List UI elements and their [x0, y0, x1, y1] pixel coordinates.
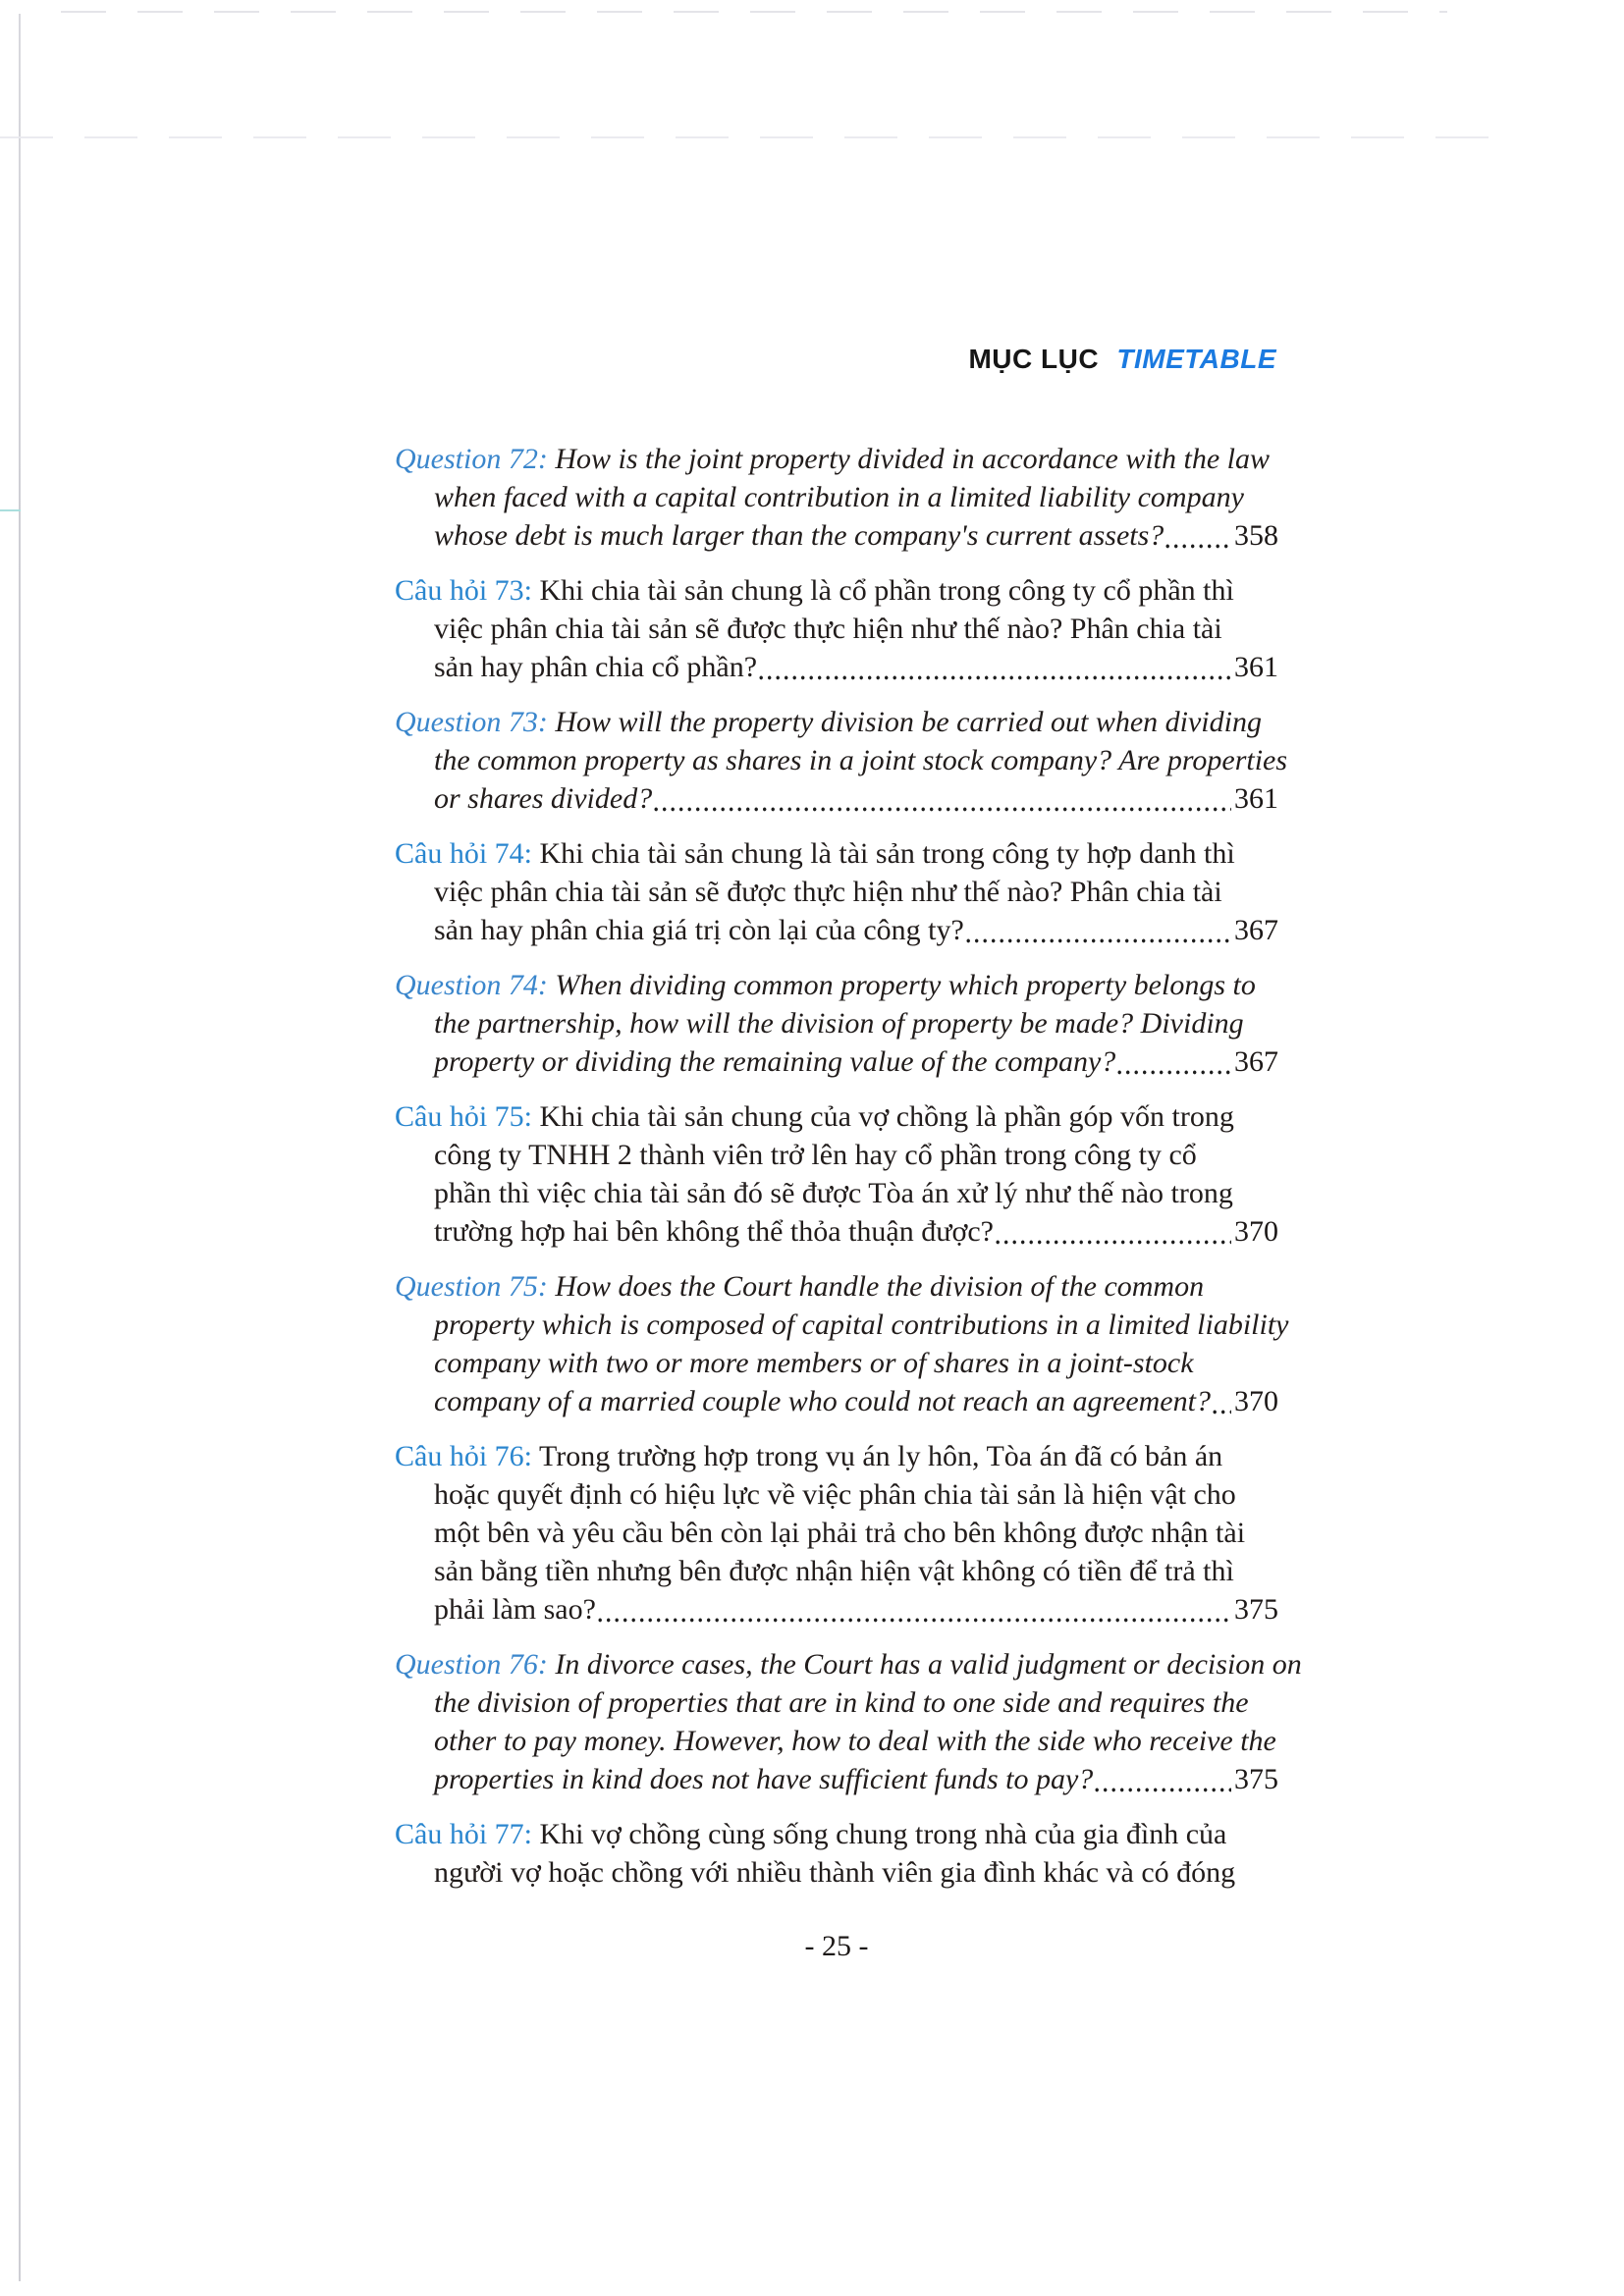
toc-entry-label: Câu hỏi 73: — [395, 574, 540, 607]
toc-line — [395, 779, 1278, 818]
toc-entry-label: Câu hỏi 76: — [395, 1440, 539, 1472]
toc-line-text: when faced with a capital contribution in a limited liability company — [434, 481, 1244, 513]
page-content — [395, 0, 1302, 2296]
toc-line-text: Khi chia tài sản chung là tài sản trong công ty hợp danh thì — [539, 837, 1235, 870]
toc-entry — [395, 1645, 1302, 1798]
toc-entry-page: 358 — [1234, 519, 1278, 552]
toc-line-text: phần thì việc chia tài sản đó sẽ được Tòa án xử lý như thế nào trong — [434, 1177, 1233, 1209]
toc-line-text: property or dividing the remaining value of the company? — [434, 1045, 1116, 1078]
toc-line — [395, 1722, 1278, 1760]
toc-line-text: Khi vợ chồng cùng sống chung trong nhà của gia đình của — [539, 1818, 1227, 1850]
toc-line-text: việc phân chia tài sản sẽ được thực hiện như thế nào? Phân chia tài — [434, 613, 1222, 645]
toc-line-text: other to pay money. However, how to deal with the side who receive the — [434, 1725, 1276, 1757]
toc-line — [395, 741, 1288, 779]
toc-line — [395, 966, 1278, 1004]
toc-entry — [395, 1815, 1278, 1892]
toc-line — [395, 1042, 1278, 1081]
toc-line — [395, 571, 1278, 610]
dotted-leader — [654, 779, 1231, 818]
dotted-leader — [1117, 1042, 1231, 1081]
toc-entry — [395, 966, 1278, 1081]
toc-line-text: sản hay phân chia cổ phần? — [434, 651, 758, 683]
toc-line-text: company with two or more members or of shares in a joint-stock — [434, 1347, 1194, 1379]
toc-line-text: How does the Court handle the division of the common — [555, 1270, 1205, 1303]
toc-line-text: When dividing common property which property belongs to — [555, 969, 1256, 1001]
toc-line — [395, 1212, 1278, 1251]
toc-entry-page: 375 — [1234, 1763, 1278, 1795]
toc-line-text: việc phân chia tài sản sẽ được thực hiện như thế nào? Phân chia tài — [434, 876, 1222, 908]
header-title-english: TIMETABLE — [1116, 344, 1276, 374]
toc-entry — [395, 440, 1278, 555]
toc-entry — [395, 1267, 1289, 1420]
toc-line — [395, 1267, 1278, 1306]
toc-line — [395, 478, 1278, 516]
toc-entry-page: 375 — [1234, 1593, 1278, 1626]
dotted-leader — [1095, 1760, 1231, 1798]
toc-entry — [395, 703, 1288, 818]
toc-entry — [395, 1097, 1278, 1251]
toc-line — [395, 1136, 1278, 1174]
toc-line-text: or shares divided? — [434, 782, 653, 815]
toc-line-text: sản bằng tiền nhưng bên được nhận hiện vật không có tiền để trả thì — [434, 1555, 1234, 1587]
toc-line-text: the partnership, how will the division of property be made? Dividing — [434, 1007, 1244, 1040]
toc-line-text: How is the joint property divided in accordance with the law — [555, 443, 1271, 475]
toc-line — [395, 1645, 1302, 1683]
toc-line — [395, 516, 1278, 555]
toc-entry-page: 361 — [1234, 782, 1278, 815]
dotted-leader — [1213, 1382, 1231, 1420]
dotted-leader — [1165, 516, 1231, 555]
header-title-vietnamese: MỤC LỤC — [968, 344, 1100, 374]
toc-line-text: In divorce cases, the Court has a valid judgment or decision on — [555, 1648, 1302, 1681]
toc-entry-label: Question 75: — [395, 1270, 556, 1303]
toc-entry-page: 370 — [1234, 1385, 1278, 1417]
toc-line-text: một bên và yêu cầu bên còn lại phải trả cho bên không được nhận tài — [434, 1517, 1246, 1549]
toc-entry-page: 361 — [1234, 651, 1278, 683]
scan-left-edge-line — [19, 14, 21, 2281]
dotted-leader — [759, 648, 1231, 686]
page-number: - 25 - — [804, 1930, 869, 1962]
toc-list — [395, 440, 1302, 1908]
toc-line-text: trường hợp hai bên không thể thỏa thuận được? — [434, 1215, 994, 1248]
toc-line — [395, 610, 1278, 648]
toc-entry-page: 367 — [1234, 1045, 1278, 1078]
toc-line-text: whose debt is much larger than the company's current assets? — [434, 519, 1164, 552]
toc-line-text: property which is composed of capital contributions in a limited liability — [434, 1308, 1289, 1341]
dotted-leader — [996, 1212, 1231, 1251]
toc-entry — [395, 834, 1278, 949]
toc-line-text: công ty TNHH 2 thành viên trở lên hay cổ phần trong công ty cổ — [434, 1139, 1197, 1171]
dotted-leader — [598, 1590, 1231, 1629]
toc-line — [395, 1004, 1278, 1042]
toc-line — [395, 1382, 1278, 1420]
toc-line-text: Trong trường hợp trong vụ án ly hôn, Tòa án đã có bản án — [538, 1440, 1223, 1472]
toc-entry-label: Câu hỏi 74: — [395, 837, 540, 870]
toc-line — [395, 1097, 1278, 1136]
toc-line-text: company of a married couple who could not reach an agreement? — [434, 1385, 1211, 1417]
toc-line — [395, 1590, 1278, 1629]
toc-line — [395, 1683, 1278, 1722]
toc-line-text: Khi chia tài sản chung là cổ phần trong công ty cổ phần thì — [539, 574, 1234, 607]
toc-line-text: the division of properties that are in kind to one side and requires the — [434, 1686, 1249, 1719]
toc-line-text: the common property as shares in a joint stock company? Are properties — [434, 744, 1288, 776]
toc-line — [395, 1853, 1278, 1892]
toc-entry-label: Câu hỏi 77: — [395, 1818, 540, 1850]
toc-line — [395, 1760, 1278, 1798]
toc-entry-label: Question 72: — [395, 443, 556, 475]
toc-entry-page: 370 — [1234, 1215, 1278, 1248]
toc-line-text: Khi chia tài sản chung của vợ chồng là phần góp vốn trong — [539, 1100, 1234, 1133]
toc-line — [395, 1475, 1278, 1514]
toc-entry-label: Question 76: — [395, 1648, 556, 1681]
toc-entry-label: Question 74: — [395, 969, 556, 1001]
toc-line — [395, 648, 1278, 686]
toc-entry — [395, 1437, 1278, 1629]
toc-entry-page: 367 — [1234, 914, 1278, 946]
toc-line-text: phải làm sao? — [434, 1593, 596, 1626]
toc-line-text: người vợ hoặc chồng với nhiều thành viên gia đình khác và có đóng — [434, 1856, 1236, 1889]
toc-line — [395, 873, 1278, 911]
toc-line — [395, 1437, 1278, 1475]
toc-line — [395, 703, 1278, 741]
toc-line — [395, 1815, 1278, 1853]
toc-line — [395, 1344, 1278, 1382]
dotted-leader — [966, 911, 1231, 949]
toc-line — [395, 1174, 1278, 1212]
page-header — [968, 344, 1276, 375]
toc-line — [395, 1514, 1278, 1552]
toc-line-text: hoặc quyết định có hiệu lực về việc phân chia tài sản là hiện vật cho — [434, 1478, 1236, 1511]
scan-margin-mark — [0, 509, 21, 511]
toc-entry-label: Question 73: — [395, 706, 556, 738]
toc-line — [395, 834, 1278, 873]
toc-line-text: How will the property division be carried out when dividing — [555, 706, 1262, 738]
toc-line-text: properties in kind does not have sufficient funds to pay? — [434, 1763, 1094, 1795]
toc-line-text: sản hay phân chia giá trị còn lại của công ty? — [434, 914, 964, 946]
toc-line — [395, 1552, 1278, 1590]
toc-entry — [395, 571, 1278, 686]
toc-line — [395, 440, 1278, 478]
toc-entry-label: Câu hỏi 75: — [395, 1100, 540, 1133]
toc-line — [395, 911, 1278, 949]
toc-line — [395, 1306, 1289, 1344]
